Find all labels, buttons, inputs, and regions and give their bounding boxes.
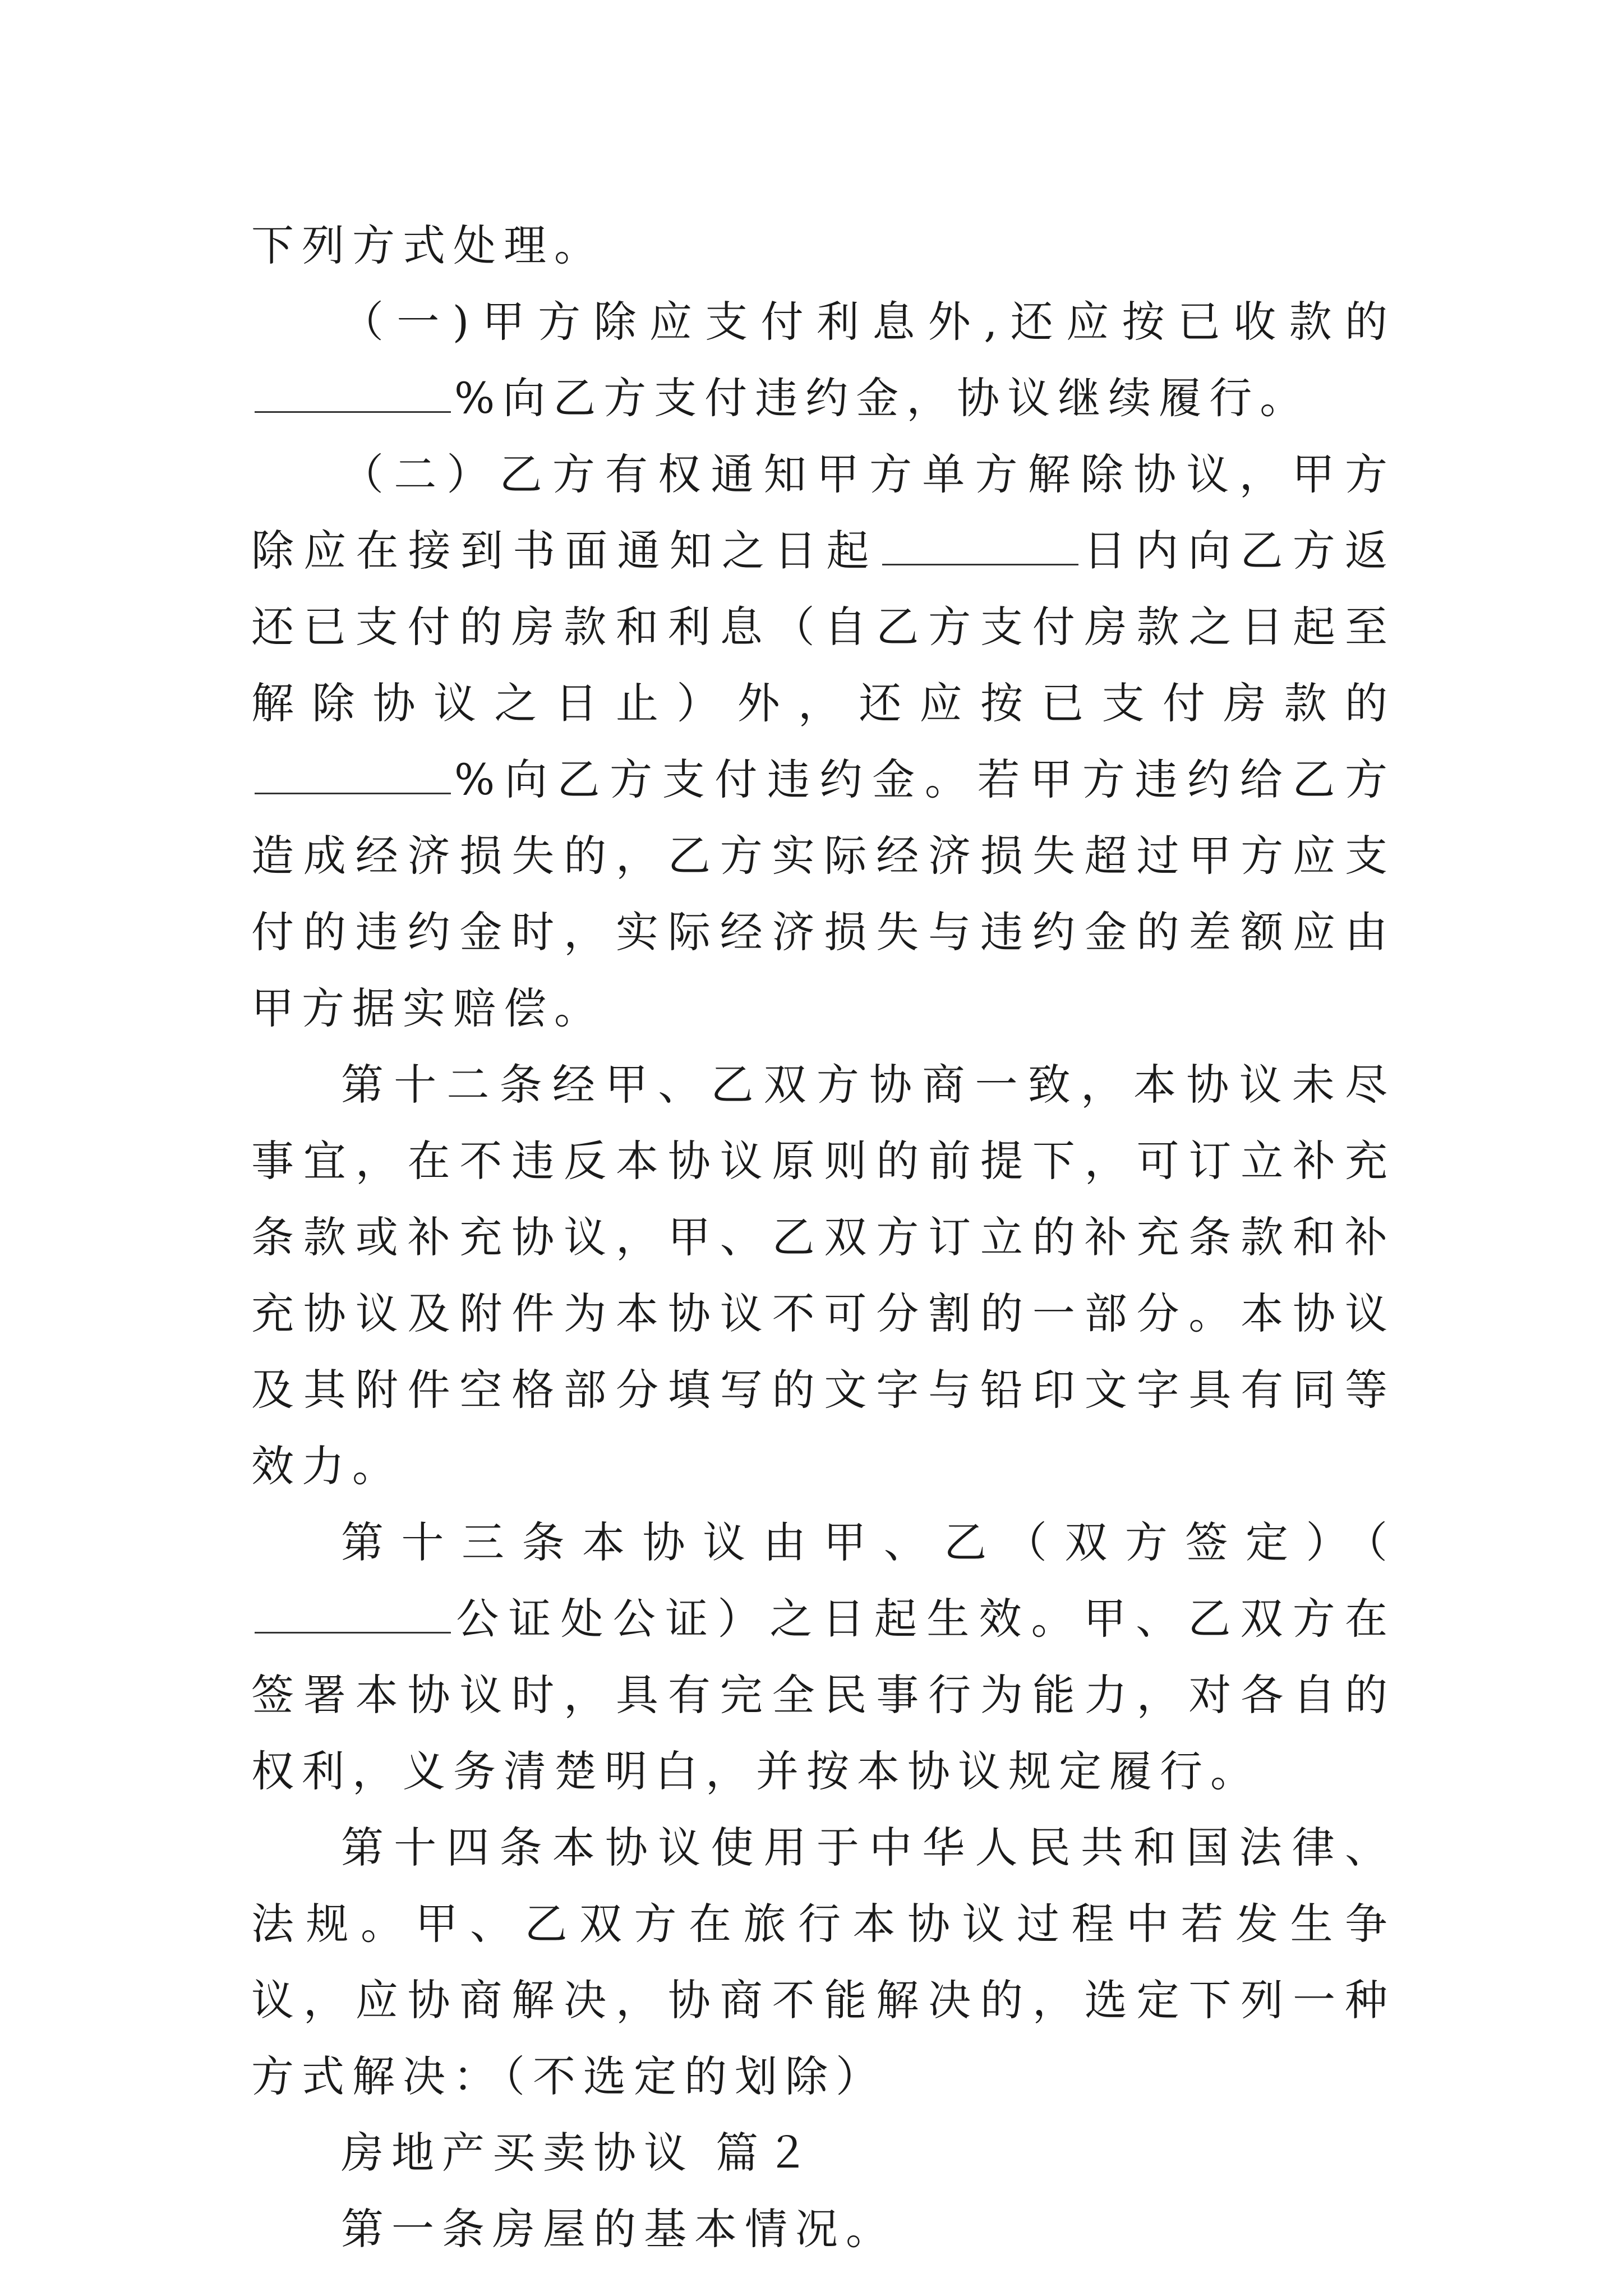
paragraph-text: （一)甲方除应支付利息外,还应按已收款的 [341,297,1395,347]
heading-text: 房地产买卖协议 篇２ [341,2128,817,2178]
paragraph-text: %向乙方支付违约金，协议继续履行。 [454,373,1311,423]
paragraph-text: （二）乙方有权通知甲方单方解除协议，甲方除应在接到书面通知之日起 [251,449,1395,576]
paragraph-article-1 [251,2191,1395,2267]
fill-in-blank[interactable] [255,1598,451,1634]
fill-in-blank[interactable] [255,759,451,794]
paragraph-text: 第十二条经甲、乙双方协商一致，本协议未尽事宜，在不违反本协议原则的前提下，可订立补充条款或补充协议，甲、乙双方订立的补充条款和补充协议及附件为本协议不可分割的一部分。本协议及其附件空格部分填写的文字与铅印文字具有同等效力。 [251,1060,1395,1491]
paragraph-text: 第一条房屋的基本情况。 [341,2204,896,2254]
paragraph-clause-1 [251,284,1395,436]
section-heading [251,2115,1395,2191]
paragraph-article-13 [251,1504,1395,1810]
fill-in-blank[interactable] [882,530,1078,565]
paragraph-text: 日内向乙方返还已支付的房款和利息（自乙方支付房款之日起至解除协议之日止）外，还应按已支付房款的 [251,526,1396,728]
paragraph-text: 第十三条本协议由甲、乙（双方签定）（ [341,1517,1395,1567]
paragraph-continuation [251,208,1395,284]
paragraph-text: 第十四条本协议使用于中华人民共和国法律、法规。甲、乙双方在旅行本协议过程中若发生争议，应协商解决，协商不能解决的，选定下列一种方式解决：（不选定的划除） [251,1823,1395,2101]
document-body [251,208,1395,2267]
fill-in-blank[interactable] [255,378,451,413]
paragraph-clause-2 [251,436,1395,1047]
paragraph-text: %向乙方支付违约金。若甲方违约给乙方造成经济损失的，乙方实际经济损失超过甲方应支付的违约金时，实际经济损失与违约金的差额应由甲方据实赔偿。 [251,754,1395,1033]
paragraph-text: 下列方式处理。 [251,220,605,270]
paragraph-article-14 [251,1810,1395,2115]
paragraph-article-12 [251,1047,1395,1504]
paragraph-text: 公证处公证）之日起生效。甲、乙双方在签署本协议时，具有完全民事行为能力，对各自的权利，义务清楚明白，并按本协议规定履行。 [251,1594,1395,1796]
